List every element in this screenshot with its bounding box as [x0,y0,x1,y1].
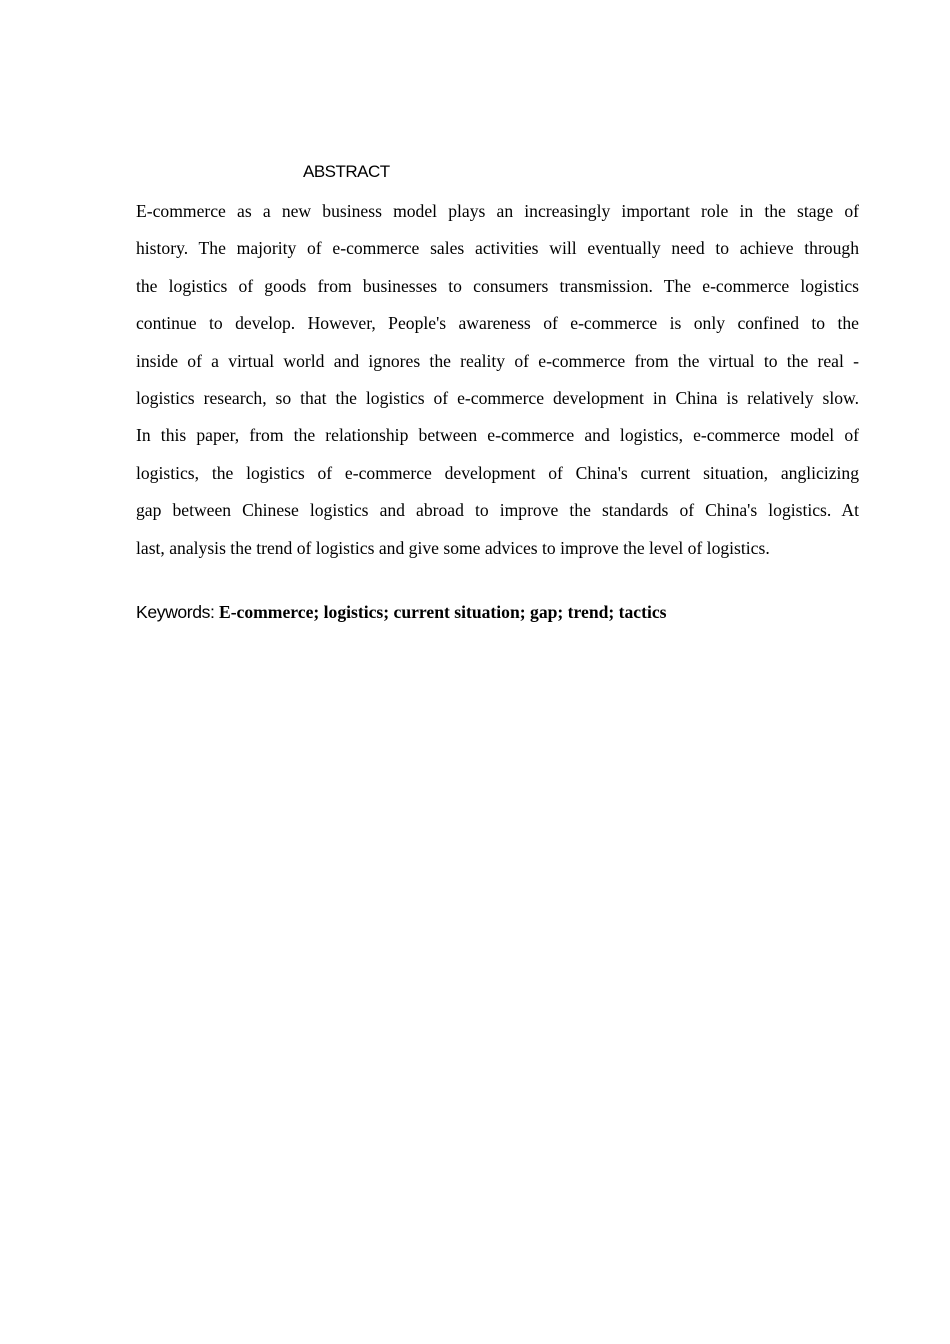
keywords-label: Keywords: [136,602,215,622]
abstract-line: In this paper, from the relationship between e-commerce and logistics, e-commerce model of [136,425,859,446]
abstract-line: E-commerce as a new business model plays an increasingly important role in the stage of [136,201,859,221]
abstract-line: history. The majority of e-commerce sales activities will eventually need to achieve through [136,238,859,259]
keywords [136,602,667,623]
abstract-line: the logistics of goods from businesses to consumers transmission. The e-commerce logistics [136,275,859,296]
abstract-line: last, analysis the trend of logistics and give some advices to improve the level of logistics. [136,537,770,558]
abstract-line: logistics, the logistics of e-commerce development of China's current situation, anglicizing [136,462,859,483]
abstract-line: continue to develop. However, People's awareness of e-commerce is only confined to the [136,313,859,334]
abstract-line: inside of a virtual world and ignores the reality of e-commerce from the virtual to the real - [136,350,859,371]
keywords-values: E-commerce; logistics; current situation; gap; trend; tactics [218,602,667,622]
abstract-heading: ABSTRACT [303,162,390,181]
abstract-body [136,193,859,567]
abstract-line: gap between Chinese logistics and abroad to improve the standards of China's logistics. At [136,500,859,521]
abstract-line: logistics research, so that the logistics of e-commerce development in China is relatively slow. [136,387,859,408]
